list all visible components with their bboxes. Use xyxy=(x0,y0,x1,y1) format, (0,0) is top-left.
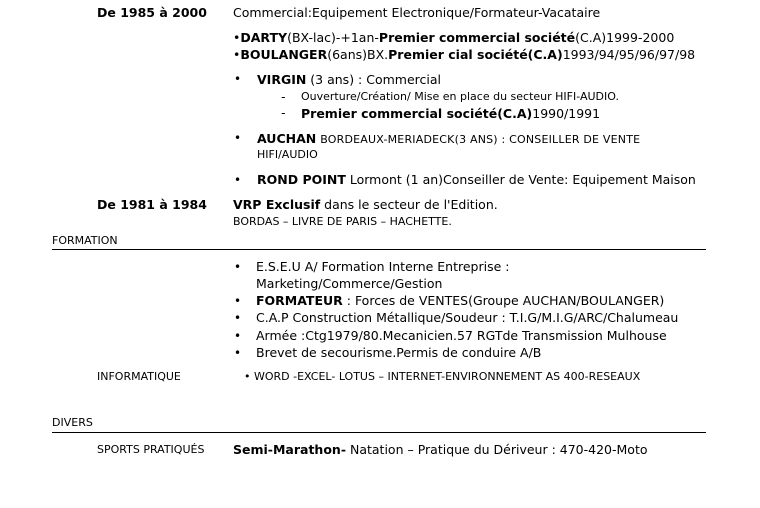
bullet-icon: • xyxy=(234,294,242,308)
boulanger-role: Premier cial société(C.A) xyxy=(388,47,563,62)
divers-heading: DIVERS xyxy=(52,416,93,429)
auchan-line1 xyxy=(257,131,640,146)
period-title-1985: Commercial:Equipement Electronique/Formateur-Vacataire xyxy=(233,5,601,20)
bullet-icon: • xyxy=(234,131,242,145)
boulanger-detail: (6ans)BX. xyxy=(327,47,389,62)
bullet-icon: • xyxy=(234,260,242,274)
formation-item-5: Brevet de secourisme.Permis de conduire A/B xyxy=(256,345,542,360)
formation-item-3: C.A.P Construction Métallique/Soudeur : T.I.G/M.I.G/ARC/Chalumeau xyxy=(256,310,679,325)
auchan-detail: BORDEAUX-MERIADECK(3 ANS) : CONSEILLER DE VENTE xyxy=(320,133,641,146)
virgin-sub2-years: 1990/1991 xyxy=(532,106,601,121)
darty-detail: (BX-lac)-+1an- xyxy=(287,30,379,45)
sports-rest: Natation – Pratique du Dériveur : 470-420-Moto xyxy=(346,442,648,457)
bullet-icon: • xyxy=(234,173,242,187)
bullet-icon: • xyxy=(234,311,242,325)
rondpoint-line xyxy=(257,172,696,187)
virgin-line xyxy=(257,72,441,87)
rondpoint-detail: Lormont (1 an)Conseiller de Vente: Equipement Maison xyxy=(345,172,696,187)
formation-item-2-rest: : Forces de VENTES(Groupe AUCHAN/BOULANGER) xyxy=(342,293,665,308)
darty-line: •DARTY(BX-lac)-+1an-Premier commercial société(C.A)1999-2000 xyxy=(233,30,675,45)
vrp-rest: dans le secteur de l'Edition. xyxy=(320,197,498,212)
section-divider xyxy=(52,249,706,250)
boulanger-name: BOULANGER xyxy=(240,47,328,62)
informatique-value: • WORD -EXCEL- LOTUS – INTERNET-ENVIRONNEMENT AS 400-RESEAUX xyxy=(244,370,641,383)
formation-item-1-line1: E.S.E.U A/ Formation Interne Entreprise : xyxy=(256,259,510,274)
darty-ca: (C.A) xyxy=(575,30,607,45)
darty-years: 1999-2000 xyxy=(606,30,675,45)
formation-item-2 xyxy=(256,293,664,308)
virgin-detail: (3 ans) : Commercial xyxy=(306,72,441,87)
period-label-1985: De 1985 à 2000 xyxy=(97,5,207,20)
auchan-line2: HIFI/AUDIO xyxy=(257,148,318,161)
dash-icon: - xyxy=(281,105,286,120)
boulanger-years: 1993/94/95/96/97/98 xyxy=(562,47,696,62)
boulanger-line: •BOULANGER(6ans)BX.Premier cial société(C.A)1993/94/95/96/97/98 xyxy=(233,47,696,62)
sports-line xyxy=(233,442,648,457)
formation-item-4: Armée :Ctg1979/80.Mecanicien.57 RGTde Transmission Mulhouse xyxy=(256,328,667,343)
virgin-sub1: Ouverture/Création/ Mise en place du secteur HIFI-AUDIO. xyxy=(301,90,619,103)
virgin-sub2-bold: Premier commercial société(C.A) xyxy=(301,106,533,121)
darty-role: Premier commercial société xyxy=(378,30,576,45)
virgin-sub2 xyxy=(301,106,600,121)
vrp-line xyxy=(233,197,498,212)
sports-bold: Semi-Marathon- xyxy=(233,442,347,457)
bullet-icon: • xyxy=(234,329,242,343)
period-label-1981: De 1981 à 1984 xyxy=(97,197,207,212)
darty-name: DARTY xyxy=(240,30,288,45)
rondpoint-name: ROND POINT xyxy=(257,172,346,187)
formation-item-1-line2: Marketing/Commerce/Gestion xyxy=(256,276,443,291)
bullet-icon: • xyxy=(234,346,242,360)
vrp-publishers: BORDAS – LIVRE DE PARIS – HACHETTE. xyxy=(233,215,452,228)
formation-heading: FORMATION xyxy=(52,234,118,247)
virgin-name: VIRGIN xyxy=(257,72,307,87)
sports-label: SPORTS PRATIQUÉS xyxy=(97,443,205,456)
auchan-name: AUCHAN xyxy=(257,131,317,146)
bullet-icon: • xyxy=(234,72,242,86)
formation-item-2-bold: FORMATEUR xyxy=(256,293,343,308)
vrp-bold: VRP Exclusif xyxy=(233,197,321,212)
section-divider xyxy=(52,432,706,433)
informatique-label: INFORMATIQUE xyxy=(97,370,181,383)
dash-icon: - xyxy=(281,89,286,104)
